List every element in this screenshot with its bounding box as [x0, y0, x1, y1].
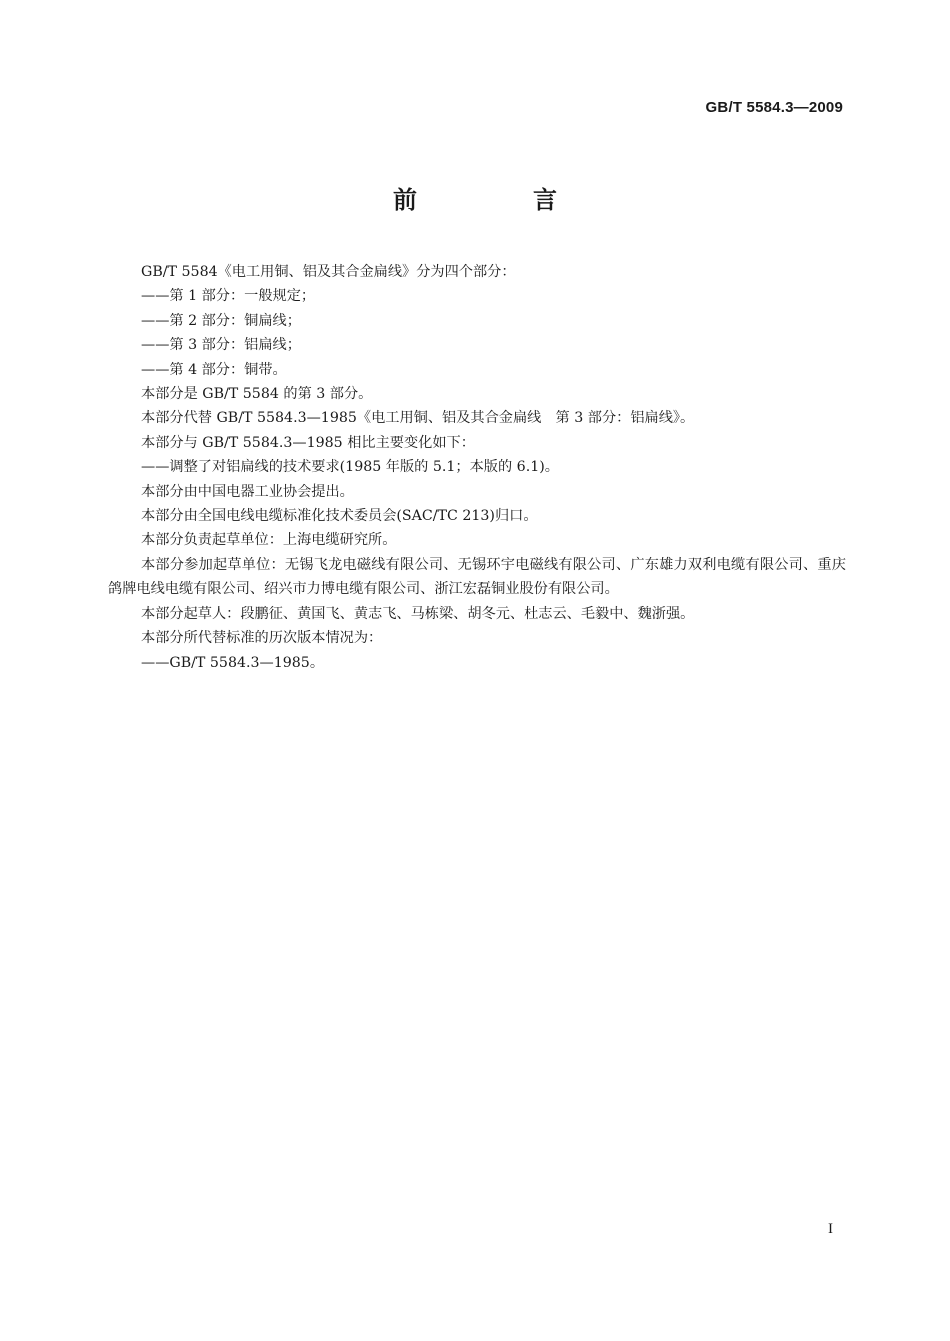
page-title: 前 言 [393, 186, 603, 214]
paragraph-participating-units: 本部分参加起草单位：无锡飞龙电磁线有限公司、无锡环宇电磁线有限公司、广东雄力双利电缆有限公司、重庆鸽牌电线电缆有限公司、绍兴市力博电缆有限公司、浙江宏磊铜业股份有限公司。 [108, 556, 846, 598]
list-item-part-4: ——第 4 部分：铜带。 [141, 361, 287, 378]
list-item-part-3: ——第 3 部分：铝扁线； [141, 337, 301, 354]
paragraph-replaces: 本部分代替 GB/T 5584.3—1985《电工用铜、铝及其合金扁线 第 3 部分：铝扁线》。 [141, 410, 695, 427]
paragraph-under-jurisdiction: 本部分由全国电线电缆标准化技术委员会(SAC/TC 213)归口。 [141, 508, 538, 525]
list-item-change: ——调整了对铝扁线的技术要求(1985 年版的 5.1；本版的 6.1)。 [141, 459, 559, 476]
list-item-previous-version: ——GB/T 5584.3—1985。 [141, 654, 325, 671]
paragraph-this-part: 本部分是 GB/T 5584 的第 3 部分。 [141, 386, 373, 403]
standard-code: GB/T 5584.3—2009 [705, 99, 843, 116]
list-item-part-1: ——第 1 部分：一般规定； [141, 288, 316, 305]
page-number: I [828, 1221, 833, 1237]
paragraph-changes-intro: 本部分与 GB/T 5584.3—1985 相比主要变化如下： [141, 434, 475, 451]
paragraph-previous-versions: 本部分所代替标准的历次版本情况为： [141, 630, 383, 647]
paragraph-parts-intro: GB/T 5584《电工用铜、铝及其合金扁线》分为四个部分： [141, 264, 516, 280]
paragraph-drafting-unit: 本部分负责起草单位：上海电缆研究所。 [141, 532, 397, 549]
paragraph-drafters: 本部分起草人：段鹏征、黄国飞、黄志飞、马栋梁、胡冬元、杜志云、毛毅中、魏浙强。 [141, 605, 695, 622]
document-body [108, 260, 846, 675]
list-item-part-2: ——第 2 部分：铜扁线； [141, 312, 301, 329]
paragraph-proposed-by: 本部分由中国电器工业协会提出。 [141, 483, 354, 500]
